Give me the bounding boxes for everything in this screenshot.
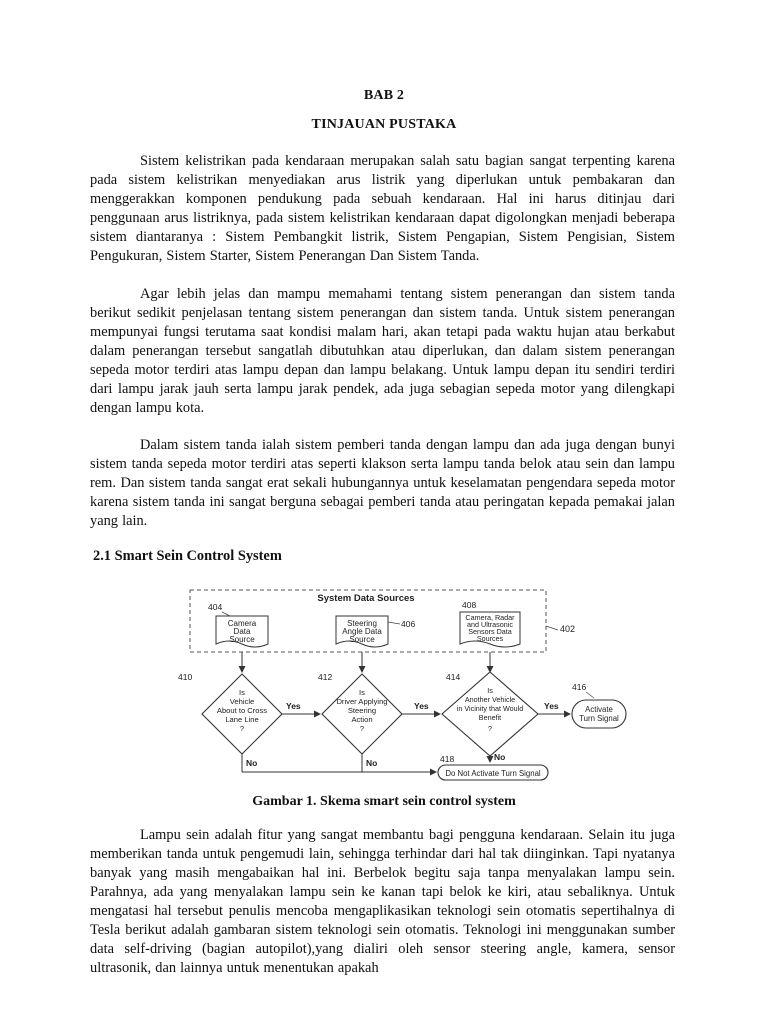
source-line: Angle Data	[342, 627, 382, 636]
paragraph-1: Sistem kelistrikan pada kendaraan merupakan salah satu bagian sangat terpenting karena pada sistem kelistrikan menyediakan arus listrik yang diperlukan untuk pembakaran dan menggerakkan komponen pendukung pada sebuah kendaraan. Hal ini harus ditinjau dari penggunaan arus listriknya, pada sistem kelistrikan kendaraan dapat digolongkan menjadi beberapa sistem diantaranya : Sistem Pembangkit listrik, Sistem Pengapian, Sistem Pengisian, Sistem Pengukuran, Sistem Starter, Sistem Penerangan Dan Sistem Tanda.	[90, 153, 675, 264]
paragraph-3: Dalam sistem tanda ialah sistem pemberi tanda dengan lampu dan ada juga dengan bunyi sistem tanda sepeda motor terdiri atas seperti klakson serta lampu tanda belok atau sein dan lampu rem. Dan sistem tanda sangat erat sekali hubungannya untuk keselamatan pengendara sepeda motor karena sistem tanda ini sangat berguna sebagai pemberi tanda atau peringatan kepada pemakai jalan yang lain.	[90, 437, 675, 529]
no-label: No	[246, 758, 258, 768]
source-line: Source	[229, 635, 255, 644]
decision-line: in Vicinity that Would	[456, 704, 524, 713]
decision-ref-410: 410	[178, 672, 193, 682]
terminal-label: Do Not Activate Turn Signal	[445, 769, 541, 778]
decision-line: Is	[487, 686, 493, 695]
flowchart-figure	[176, 586, 636, 786]
source-line: Camera, Radar	[465, 613, 515, 622]
source-ref-404: 404	[208, 602, 223, 612]
source-line: Source	[349, 635, 375, 644]
decision-line: ?	[239, 724, 245, 733]
decision-line: Is	[239, 688, 245, 697]
source-line: Data	[233, 627, 251, 636]
decision-line: Is	[359, 688, 365, 697]
decision-line: Benefit	[478, 713, 502, 722]
decision-line: Vehicle	[229, 697, 255, 706]
group-ref: 402	[560, 624, 576, 634]
decision-line: ?	[488, 724, 492, 733]
source-ref-406: 406	[401, 619, 416, 629]
source-line: Steering	[347, 619, 377, 628]
source-line: Sensors Data	[468, 627, 512, 636]
chapter-number: BAB 2	[363, 88, 405, 103]
decision-line: Action	[351, 715, 373, 724]
decision-line: Steering	[347, 706, 377, 715]
source-line: Camera	[227, 619, 257, 628]
yes-label: Yes	[544, 701, 559, 711]
flowchart	[176, 586, 636, 786]
terminal-ref-418: 418	[440, 754, 455, 764]
section-title: 2.1 Smart Sein Control System	[93, 548, 282, 564]
decision-line: Lane Line	[225, 715, 259, 724]
source-line: Sources	[476, 634, 504, 643]
no-label: No	[366, 758, 378, 768]
decision-ref-414: 414	[446, 672, 461, 682]
terminal-ref-416: 416	[572, 682, 587, 692]
decision-line: Driver Applying	[336, 697, 388, 706]
paragraph-2: Agar lebih jelas dan mampu memahami tentang sistem penerangan dan sistem tanda berikut sedikit penjelasan tentang sistem penerangan dan sistem tanda. Untuk sistem penerangan mempunyai fungsi terutama saat kondisi malam hari, akan tetapi pada waktu hujan atau berkabut dalam penerangan tersebut sangatlah dibutuhkan atau diperlukan, dan dalam sistem penerangan sepeda motor terdiri atas lampu depan dan lampu belakang. Untuk lampu depan itu sendiri terdiri dari lampu jarak jauh serta lampu jarak pendek, ada juga sebagian sepeda motor yang dilengkapi dengan lampu kota.	[90, 286, 675, 416]
source-line: and Ultrasonic	[467, 620, 513, 629]
decision-line: ?	[359, 724, 365, 733]
decision-ref-412: 412	[318, 672, 333, 682]
decision-line: About to Cross	[216, 706, 268, 715]
source-ref-408: 408	[462, 600, 477, 610]
terminal-line: Activate	[585, 705, 613, 714]
paragraph-4: Lampu sein adalah fitur yang sangat membantu bagi pengguna kendaraan. Selain itu juga memberikan tanda untuk pengemudi lain, sehingga terhindar dari hal tak diinginkan. Tapi nyatanya banyak yang masih mengabaikan hal ini. Berbelok begitu saja tanpa menyalakan lampu sein. Parahnya, ada yang menyalakan lampu sein ke kanan tapi belok ke kiri, atau sebaliknya. Untuk mengatasi hal tersebut penulis mencoba mengaplikasikan teknologi sein otomatis sepertihalnya di Tesla berikut adalah gambaran sistem teknologi sein otomatis. Teknologi ini menggunakan sumber data self-driving (bagian autopilot),yang dialiri oleh sensor steering angle, kamera, sensor ultrasonik, dan lainnya untuk menentukan apakah	[90, 827, 675, 976]
yes-label: Yes	[414, 701, 429, 711]
terminal-line: Turn Signal	[579, 714, 619, 723]
group-title: System Data Sources	[317, 593, 415, 604]
yes-label: Yes	[286, 701, 301, 711]
decision-line: Another Vehicle	[464, 695, 516, 704]
chapter-title: TINJAUAN PUSTAKA	[311, 117, 457, 132]
no-label: No	[494, 752, 506, 762]
figure-caption: Gambar 1. Skema smart sein control system	[252, 794, 516, 809]
